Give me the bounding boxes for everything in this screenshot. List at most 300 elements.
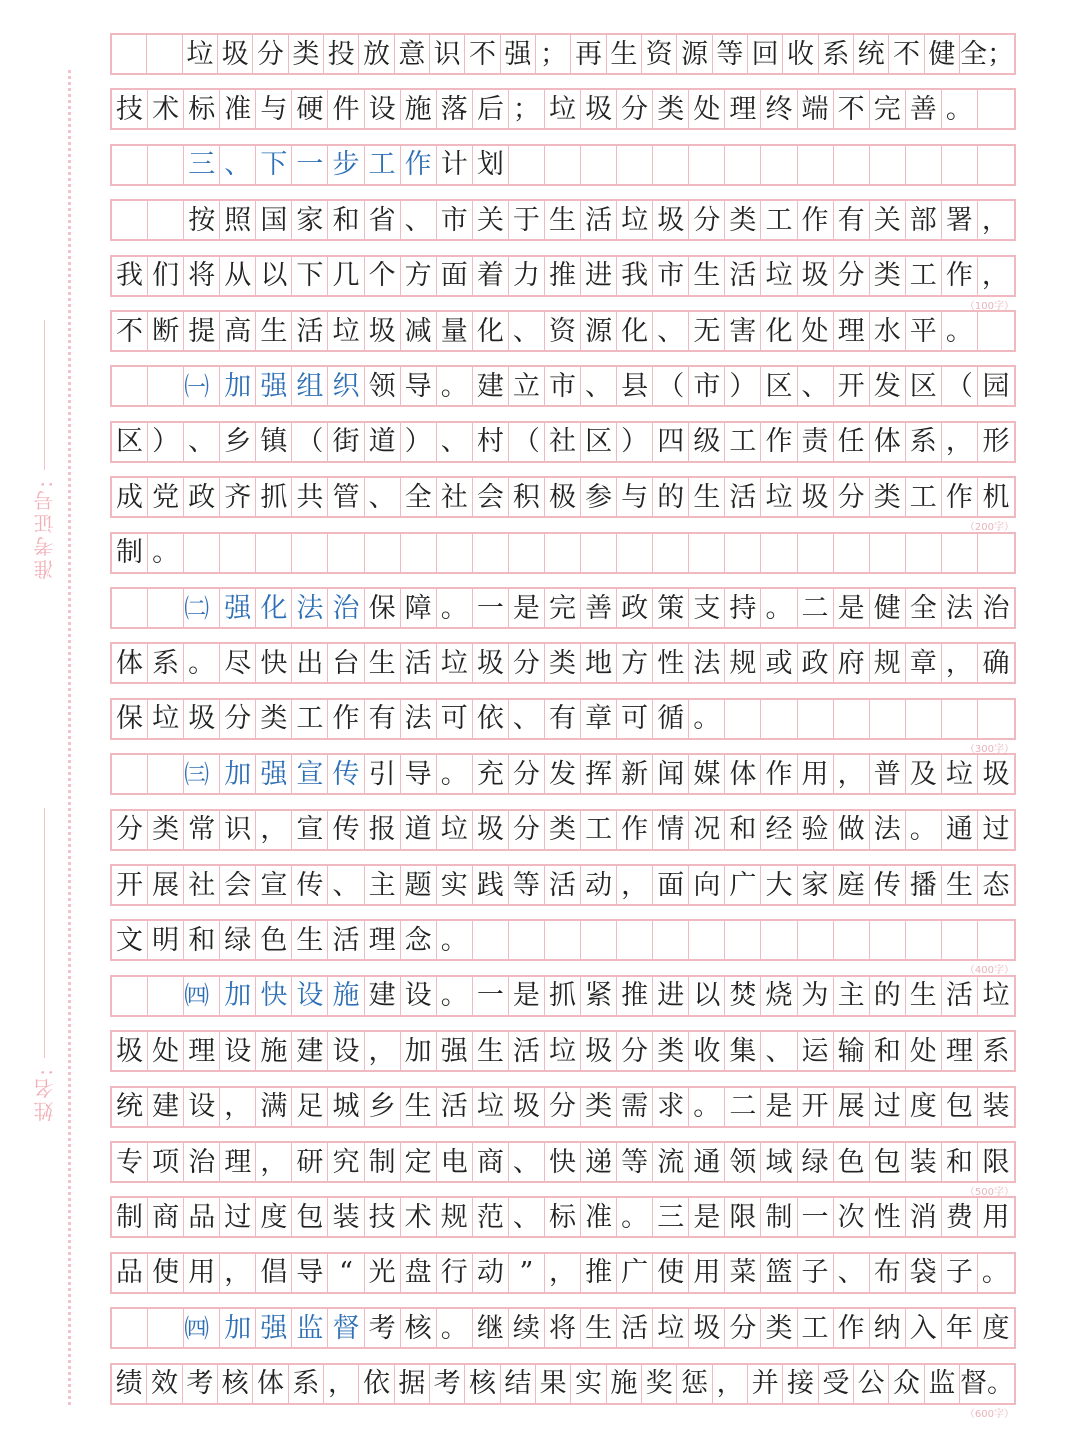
grid-cell: ， xyxy=(981,260,1009,292)
grid-cell: 三 xyxy=(653,1198,689,1236)
grid-cell: 法 xyxy=(689,644,725,682)
grid-cell: 包 xyxy=(292,1198,328,1236)
grid-cell xyxy=(725,921,761,959)
grid-cell xyxy=(617,534,653,572)
grid-cell: 减 xyxy=(401,312,437,350)
grid-cell xyxy=(834,534,870,572)
grid-row xyxy=(110,33,1016,75)
grid-cell: 垃 xyxy=(761,478,797,516)
grid-cell: 和 xyxy=(328,201,364,239)
grid-cell: 快 xyxy=(256,644,292,682)
grid-cell: 生 xyxy=(545,201,581,239)
grid-cell xyxy=(761,534,797,572)
grid-cell: 制 xyxy=(761,1198,797,1236)
grid-cell: （ xyxy=(292,423,328,461)
grid-cell: 理 xyxy=(942,1032,978,1070)
grid-cell: 分 xyxy=(509,644,545,682)
grid-cell: 四 xyxy=(653,423,689,461)
grid-cell: 害 xyxy=(725,312,761,350)
grid-cell: 督 xyxy=(328,1309,364,1347)
grid-cell: 可 xyxy=(437,700,473,738)
grid-cell: 资 xyxy=(642,35,677,73)
grid-cell: 等 xyxy=(617,1143,653,1181)
grid-cell: 题 xyxy=(401,866,437,904)
grid-cell: 开 xyxy=(112,866,148,904)
grid-row xyxy=(110,642,1016,684)
grid-cell: 化 xyxy=(256,589,292,627)
grid-row xyxy=(110,255,1016,297)
grid-cell: 活 xyxy=(581,201,617,239)
grid-cell: 用 xyxy=(689,1254,725,1292)
grid-cell: ， xyxy=(942,423,978,461)
grid-cell xyxy=(834,700,870,738)
grid-cell: 核 xyxy=(218,1365,253,1403)
grid-cell xyxy=(906,534,942,572)
grid-cell: 类 xyxy=(870,478,906,516)
grid-cell xyxy=(545,534,581,572)
grid-cell: ， xyxy=(942,644,978,682)
grid-cell: 圾 xyxy=(473,644,509,682)
grid-cell: 规 xyxy=(437,1198,473,1236)
grid-cell: 宣 xyxy=(292,755,328,793)
grid-cell: 建 xyxy=(148,1088,184,1126)
grid-cell xyxy=(798,700,834,738)
grid-cell: 研 xyxy=(292,1143,328,1181)
grid-cell: ； xyxy=(536,35,571,73)
grid-cell: 强 xyxy=(437,1032,473,1070)
grid-cell: 加 xyxy=(220,1309,256,1347)
grid-cell: 生 xyxy=(365,644,401,682)
grid-cell: 一 xyxy=(292,146,328,184)
grid-cell: 们 xyxy=(148,257,184,295)
grid-cell: ㈡ xyxy=(184,589,220,627)
grid-cell: 年 xyxy=(942,1309,978,1347)
grid-cell: 设 xyxy=(220,1032,256,1070)
grid-cell: 足 xyxy=(292,1088,328,1126)
name-field xyxy=(28,808,60,1130)
grid-cell: 分 xyxy=(617,1032,653,1070)
grid-cell: 平 xyxy=(906,312,942,350)
grid-cell: 收 xyxy=(783,35,818,73)
grid-cell: 圾 xyxy=(653,201,689,239)
grid-cell: 园 xyxy=(982,370,1010,402)
grid-cell xyxy=(978,534,1014,572)
grid-cell: ， xyxy=(220,1254,256,1292)
grid-cell: 商 xyxy=(473,1143,509,1181)
grid-cell: 街 xyxy=(328,423,364,461)
grid-cell: 开 xyxy=(834,367,870,405)
grid-cell: 设 xyxy=(328,1032,364,1070)
grid-cell xyxy=(906,146,942,184)
grid-cell: 监 xyxy=(925,1365,960,1403)
grid-cell: （ xyxy=(942,367,978,405)
grid-cell: 类 xyxy=(870,257,906,295)
grid-cell: 工 xyxy=(292,700,328,738)
grid-cell: 加 xyxy=(401,1032,437,1070)
grid-cell: 、 xyxy=(401,201,437,239)
grid-cell: 。 xyxy=(437,755,473,793)
grid-cell: 媒 xyxy=(689,755,725,793)
grid-cell: 作 xyxy=(761,755,797,793)
grid-cell: 传 xyxy=(292,866,328,904)
grid-cell: 治 xyxy=(982,592,1010,624)
grid-cell: 惩 xyxy=(677,1365,712,1403)
grid-cell: 范 xyxy=(473,1198,509,1236)
grid-cell: 方 xyxy=(617,644,653,682)
grid-cell: 核 xyxy=(465,1365,500,1403)
grid-cell: 循 xyxy=(653,700,689,738)
grid-cell: 制 xyxy=(112,1198,148,1236)
grid-cell: 化 xyxy=(617,312,653,350)
grid-cell: 活 xyxy=(725,257,761,295)
grid-cell: 传 xyxy=(328,755,364,793)
grid-cell: 焚 xyxy=(725,977,761,1015)
grid-cell: 二 xyxy=(725,1088,761,1126)
grid-cell: 装 xyxy=(906,1143,942,1181)
grid-cell: 府 xyxy=(834,644,870,682)
grid-cell: 圾 xyxy=(473,811,509,849)
grid-cell: 主 xyxy=(834,977,870,1015)
grid-cell: 领 xyxy=(365,367,401,405)
grid-cell: 章 xyxy=(906,644,942,682)
grid-cell: 作 xyxy=(328,700,364,738)
grid-cell: 类 xyxy=(653,90,689,128)
grid-cell: 加 xyxy=(220,977,256,1015)
grid-cell: 常 xyxy=(184,811,220,849)
exam-number-line xyxy=(44,320,45,470)
grid-cell: 积 xyxy=(509,478,545,516)
grid-cell: 展 xyxy=(834,1088,870,1126)
grid-cell: 快 xyxy=(256,977,292,1015)
grid-cell: 。 xyxy=(942,312,978,350)
grid-cell: 分 xyxy=(617,90,653,128)
grid-cell: 关 xyxy=(473,201,509,239)
grid-cell: 作 xyxy=(798,201,834,239)
grid-cell: 体 xyxy=(112,644,148,682)
grid-cell xyxy=(220,534,256,572)
grid-cell: 子 xyxy=(942,1254,978,1292)
grid-cell: 强 xyxy=(256,755,292,793)
grid-cell: 垃 xyxy=(437,811,473,849)
grid-cell: 、 xyxy=(509,700,545,738)
grid-cell: 全 xyxy=(401,478,437,516)
grid-cell: 推 xyxy=(581,1254,617,1292)
grid-cell: 设 xyxy=(292,977,328,1015)
grid-cell: 倡 xyxy=(256,1254,292,1292)
grid-cell: 提 xyxy=(184,312,220,350)
grid-cell: 行 xyxy=(437,1254,473,1292)
grid-cell: 。 xyxy=(437,367,473,405)
grid-cell: 导 xyxy=(401,755,437,793)
grid-cell: 用 xyxy=(798,755,834,793)
grid-cell: 。 xyxy=(437,589,473,627)
grid-cell: 引 xyxy=(365,755,401,793)
grid-cell: 级 xyxy=(689,423,725,461)
grid-cell: 建 xyxy=(473,367,509,405)
grid-cell: 强 xyxy=(256,1309,292,1347)
grid-cell: 体 xyxy=(870,423,906,461)
grid-cell xyxy=(112,35,147,73)
grid-cell: 色 xyxy=(256,921,292,959)
grid-cell xyxy=(148,367,184,405)
grid-cell: 类 xyxy=(289,35,324,73)
grid-cell: 回 xyxy=(748,35,783,73)
grid-cell: 、 xyxy=(653,312,689,350)
grid-row xyxy=(110,421,1016,463)
grid-cell: 强 xyxy=(220,589,256,627)
grid-cell: 有 xyxy=(365,700,401,738)
grid-cell: 、 xyxy=(834,1254,870,1292)
grid-cell xyxy=(148,1309,184,1347)
grid-cell: 活 xyxy=(509,1032,545,1070)
grid-cell xyxy=(725,534,761,572)
grid-cell: 袋 xyxy=(906,1254,942,1292)
grid-cell: 力 xyxy=(509,257,545,295)
grid-cell: 通 xyxy=(942,811,978,849)
grid-cell: 依 xyxy=(359,1365,394,1403)
grid-cell: 处 xyxy=(689,90,725,128)
grid-cell: 作 xyxy=(942,478,978,516)
grid-cell: 生 xyxy=(689,478,725,516)
grid-cell: 发 xyxy=(870,367,906,405)
grid-cell: 市 xyxy=(545,367,581,405)
grid-cell: 落 xyxy=(437,90,473,128)
grid-cell: 硬 xyxy=(292,90,328,128)
grid-cell: 党 xyxy=(148,478,184,516)
grid-cell: 满 xyxy=(256,1088,292,1126)
grid-row xyxy=(110,864,1016,906)
grid-cell: 市 xyxy=(653,257,689,295)
grid-cell: 。 xyxy=(437,977,473,1015)
grid-cell: 运 xyxy=(798,1032,834,1070)
grid-cell: 一 xyxy=(798,1198,834,1236)
grid-cell: 二 xyxy=(798,589,834,627)
grid-cell: 定 xyxy=(401,1143,437,1181)
grid-cell: 家 xyxy=(292,201,328,239)
grid-cell: 类 xyxy=(545,644,581,682)
grid-cell: 按 xyxy=(184,201,220,239)
grid-cell: 宣 xyxy=(256,866,292,904)
grid-cell: 技 xyxy=(365,1198,401,1236)
char-count-marker: （400字） xyxy=(964,965,1014,977)
grid-cell: 宣 xyxy=(292,811,328,849)
grid-cell: 垃 xyxy=(148,700,184,738)
grid-cell: ㈣ xyxy=(184,1309,220,1347)
grid-cell: 活 xyxy=(617,1309,653,1347)
grid-cell: 处 xyxy=(798,312,834,350)
grid-cell: 续 xyxy=(509,1309,545,1347)
grid-cell: 地 xyxy=(581,644,617,682)
grid-cell: 我 xyxy=(112,257,148,295)
grid-cell: 障 xyxy=(401,589,437,627)
grid-cell: 有 xyxy=(834,201,870,239)
grid-cell xyxy=(798,921,834,959)
grid-cell: ， xyxy=(713,1365,748,1403)
grid-cell: 统 xyxy=(112,1088,148,1126)
grid-cell: 。 xyxy=(148,534,184,572)
grid-cell: ， xyxy=(365,1032,401,1070)
grid-cell: 用 xyxy=(184,1254,220,1292)
grid-cell: 圾 xyxy=(509,1088,545,1126)
char-count-marker: （500字） xyxy=(964,1187,1014,1198)
grid-cell: 盘 xyxy=(401,1254,437,1292)
grid-cell xyxy=(798,534,834,572)
grid-cell: 化 xyxy=(761,312,797,350)
grid-cell: 系 xyxy=(289,1365,324,1403)
grid-cell: 术 xyxy=(401,1198,437,1236)
grid-cell: 三 xyxy=(184,146,220,184)
grid-cell: 分 xyxy=(220,700,256,738)
grid-cell: 垃 xyxy=(183,35,218,73)
grid-cell: 装 xyxy=(982,1091,1010,1123)
grid-cell: 接 xyxy=(783,1365,818,1403)
grid-cell: 、 xyxy=(437,423,473,461)
grid-cell: 。 xyxy=(617,1198,653,1236)
grid-cell: 法 xyxy=(942,589,978,627)
grid-cell: 确 xyxy=(982,647,1010,679)
grid-cell: 有 xyxy=(545,700,581,738)
grid-cell: 源 xyxy=(677,35,712,73)
grid-cell: 向 xyxy=(689,866,725,904)
grid-cell: 机 xyxy=(982,481,1010,513)
grid-cell: 标 xyxy=(184,90,220,128)
grid-cell: 策 xyxy=(653,589,689,627)
grid-cell: 不 xyxy=(465,35,500,73)
grid-cell xyxy=(978,700,1014,738)
grid-cell xyxy=(148,146,184,184)
grid-cell: 制 xyxy=(112,534,148,572)
grid-cell: 受 xyxy=(819,1365,854,1403)
grid-cell: 。 xyxy=(906,811,942,849)
grid-cell: 践 xyxy=(473,866,509,904)
grid-cell: 规 xyxy=(870,644,906,682)
grid-cell: 用 xyxy=(982,1201,1010,1233)
grid-cell: 性 xyxy=(653,644,689,682)
grid-cell: ， xyxy=(545,1254,581,1292)
grid-cell xyxy=(148,201,184,239)
grid-cell: 区 xyxy=(112,423,148,461)
grid-cell: 等 xyxy=(509,866,545,904)
grid-cell xyxy=(509,921,545,959)
grid-cell xyxy=(365,534,401,572)
grid-cell: 分 xyxy=(834,478,870,516)
grid-cell: 入 xyxy=(906,1309,942,1347)
grid-cell: 主 xyxy=(365,866,401,904)
grid-cell: 政 xyxy=(184,478,220,516)
grid-row xyxy=(110,1307,1016,1349)
grid-cell: 类 xyxy=(653,1032,689,1070)
grid-cell: 生 xyxy=(292,921,328,959)
grid-cell: ” xyxy=(509,1254,545,1292)
grid-cell: 绩 xyxy=(112,1365,147,1403)
grid-cell: 垃 xyxy=(437,644,473,682)
grid-cell: 、 xyxy=(761,1032,797,1070)
grid-cell xyxy=(473,921,509,959)
grid-cell: 念 xyxy=(401,921,437,959)
grid-cell: 齐 xyxy=(220,478,256,516)
grid-cell xyxy=(978,90,1014,128)
grid-cell: 需 xyxy=(617,1088,653,1126)
grid-cell: 准 xyxy=(220,90,256,128)
grid-cell: 公 xyxy=(854,1365,889,1403)
grid-cell: ） xyxy=(401,423,437,461)
grid-cell: 圾 xyxy=(798,257,834,295)
grid-cell: 无 xyxy=(689,312,725,350)
grid-cell: 全； xyxy=(959,38,1014,70)
grid-cell xyxy=(581,921,617,959)
grid-cell xyxy=(978,312,1014,350)
grid-cell: 圾 xyxy=(581,90,617,128)
grid-cell: 商 xyxy=(148,1198,184,1236)
grid-cell: 织 xyxy=(328,367,364,405)
grid-cell: 是 xyxy=(509,589,545,627)
grid-cell: 个 xyxy=(365,257,401,295)
grid-cell: 或 xyxy=(761,644,797,682)
grid-cell: 垃 xyxy=(328,312,364,350)
grid-cell: 传 xyxy=(870,866,906,904)
grid-cell: 保 xyxy=(365,589,401,627)
grid-cell xyxy=(401,534,437,572)
grid-cell: 效 xyxy=(147,1365,182,1403)
grid-cell: ， xyxy=(834,755,870,793)
grid-cell: 于 xyxy=(509,201,545,239)
grid-cell xyxy=(653,534,689,572)
grid-cell xyxy=(148,977,184,1015)
grid-cell: 导 xyxy=(292,1254,328,1292)
grid-cell: 资 xyxy=(545,312,581,350)
grid-cell: 工 xyxy=(581,811,617,849)
grid-cell: 输 xyxy=(834,1032,870,1070)
grid-cell: 统 xyxy=(854,35,889,73)
grid-cell: 规 xyxy=(725,644,761,682)
grid-cell: 面 xyxy=(653,866,689,904)
grid-cell: 和 xyxy=(725,811,761,849)
grid-cell: 作 xyxy=(942,257,978,295)
grid-cell: 领 xyxy=(725,1143,761,1181)
grid-cell: 色 xyxy=(834,1143,870,1181)
grid-cell xyxy=(292,534,328,572)
grid-cell: 果 xyxy=(536,1365,571,1403)
grid-cell: 。 xyxy=(942,90,978,128)
grid-row xyxy=(110,919,1016,961)
grid-cell: 圾 xyxy=(689,1309,725,1347)
grid-cell: 监 xyxy=(292,1309,328,1347)
grid-cell: 垃 xyxy=(545,1032,581,1070)
grid-cell xyxy=(906,921,942,959)
grid-cell: 、 xyxy=(509,1143,545,1181)
grid-cell: 众 xyxy=(889,1365,924,1403)
grid-cell: 、 xyxy=(509,312,545,350)
grid-cell: 生 xyxy=(607,35,642,73)
grid-cell: 过 xyxy=(982,814,1010,846)
grid-cell xyxy=(328,534,364,572)
grid-cell: 圾 xyxy=(982,758,1010,790)
grid-cell: 活 xyxy=(725,478,761,516)
grid-cell: 一 xyxy=(473,977,509,1015)
grid-cell: 是 xyxy=(509,977,545,1015)
grid-cell: 持 xyxy=(725,589,761,627)
grid-cell: 消 xyxy=(906,1198,942,1236)
grid-cell: 传 xyxy=(328,811,364,849)
grid-cell: 作 xyxy=(834,1309,870,1347)
grid-cell: 系 xyxy=(819,35,854,73)
grid-cell: 端 xyxy=(798,90,834,128)
grid-cell: ㈣ xyxy=(184,977,220,1015)
grid-cell: ； xyxy=(509,90,545,128)
grid-cell: 出 xyxy=(292,644,328,682)
grid-cell xyxy=(689,921,725,959)
grid-cell: 抓 xyxy=(256,478,292,516)
